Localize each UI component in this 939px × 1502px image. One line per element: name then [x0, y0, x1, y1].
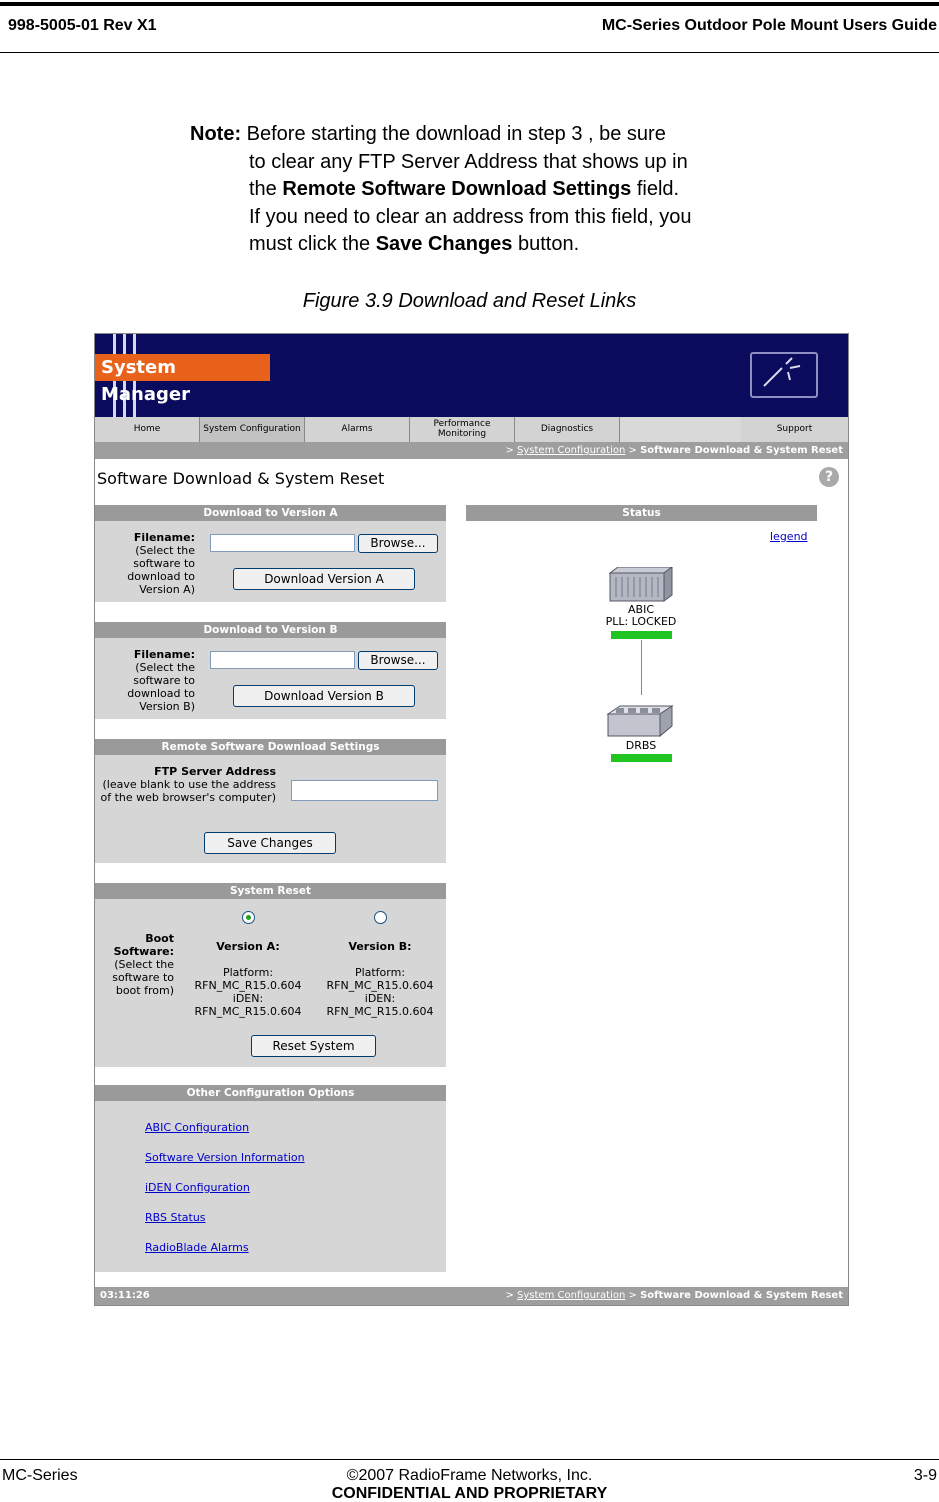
panel-header: System Reset	[95, 883, 446, 899]
breadcrumb-link-system-configuration[interactable]: System Configuration	[517, 445, 626, 456]
panel-header: Other Configuration Options	[95, 1085, 446, 1101]
panel-other-configuration-options	[95, 1085, 446, 1272]
abic-status-bar	[611, 631, 672, 639]
device-connector-line	[641, 640, 642, 695]
panel-header: Download to Version A	[95, 505, 446, 521]
footer-clock: 03:11:26	[100, 1290, 150, 1301]
link-iden-configuration[interactable]: iDEN Configuration	[145, 1181, 250, 1194]
doc-title: MC-Series Outdoor Pole Mount Users Guide	[601, 17, 937, 34]
help-icon[interactable]: ?	[819, 467, 839, 487]
link-abic-configuration[interactable]: ABIC Configuration	[145, 1121, 250, 1134]
page-number: 3-9	[913, 1467, 937, 1484]
link-software-version-information[interactable]: Software Version Information	[145, 1151, 305, 1164]
tab-performance-monitoring[interactable]: Performance Monitoring	[410, 417, 515, 442]
header-rule-bottom	[0, 52, 939, 53]
download-version-a-button[interactable]: Download Version A	[233, 568, 415, 590]
status-panel-header: Status	[466, 505, 817, 521]
app-logo: System Manager	[95, 354, 270, 381]
note-field-name: Remote Software Download Settings	[282, 178, 632, 200]
panel-download-b	[95, 622, 446, 719]
drbs-device-icon[interactable]	[606, 704, 674, 738]
doc-number: 998-5005-01 Rev X1	[8, 17, 157, 34]
tab-support[interactable]: Support	[741, 417, 848, 442]
drbs-status-bar	[611, 754, 672, 762]
ftp-server-address-input[interactable]	[291, 780, 438, 801]
figure-caption: Figure 3.9 Download and Reset Links	[302, 290, 637, 312]
filename-label-a: Filename: (Select the software to download to Version A)	[127, 531, 195, 596]
footer-copyright: ©2007 RadioFrame Networks, Inc. CONFIDENTIAL AND PROPRIETARY	[331, 1467, 608, 1502]
version-a-radio[interactable]	[242, 911, 255, 924]
radio-selected-dot	[246, 915, 251, 920]
system-manager-screenshot	[94, 333, 849, 1306]
tab-system-configuration[interactable]: System Configuration	[200, 417, 305, 442]
panel-header: Remote Software Download Settings	[95, 739, 446, 755]
browse-button-b[interactable]: Browse...	[358, 651, 438, 670]
footer-rule	[0, 1459, 939, 1460]
panel-system-reset	[95, 883, 446, 1067]
footer-breadcrumb: > System Configuration > Software Download & System Reset	[505, 1290, 843, 1301]
abic-label: ABIC PLL: LOCKED	[605, 603, 677, 628]
drbs-drawer-graphic	[606, 704, 674, 738]
note-line-5: must click the Save Changes button.	[249, 233, 580, 255]
filename-input-a[interactable]	[210, 534, 355, 552]
header-rule-top	[0, 2, 939, 6]
tab-home[interactable]: Home	[95, 417, 200, 442]
brand-icon	[750, 352, 818, 398]
note-line-2: to clear any FTP Server Address that shows up in	[249, 150, 688, 173]
breadcrumb: > System Configuration > Software Download & System Reset	[95, 442, 848, 459]
note-line-4: If you need to clear an address from this field, you	[249, 205, 692, 228]
panel-download-a	[95, 505, 446, 602]
drbs-label: DRBS	[625, 739, 657, 752]
version-b-details: Version B: Platform: RFN_MC_R15.0.604 iDEN: RFN_MC_R15.0.604	[326, 940, 434, 1018]
download-version-b-button[interactable]: Download Version B	[233, 685, 415, 707]
reset-system-button[interactable]: Reset System	[251, 1035, 376, 1057]
browse-button-a[interactable]: Browse...	[358, 534, 438, 553]
panel-remote-download-settings	[95, 739, 446, 863]
note-line-3: the Remote Software Download Settings field.	[249, 178, 680, 200]
note-paragraph	[190, 121, 770, 259]
version-b-radio[interactable]	[374, 911, 387, 924]
ftp-server-address-label: FTP Server Address (leave blank to use the address of the web browser's computer)	[100, 765, 276, 804]
tab-diagnostics[interactable]: Diagnostics	[515, 417, 620, 442]
note-button-name: Save Changes	[375, 233, 513, 255]
tab-alarms[interactable]: Alarms	[305, 417, 410, 442]
breadcrumb-current: Software Download & System Reset	[640, 445, 843, 456]
save-changes-button[interactable]: Save Changes	[204, 832, 336, 854]
version-a-details: Version A: Platform: RFN_MC_R15.0.604 iDEN: RFN_MC_R15.0.604	[194, 940, 302, 1018]
legend-link[interactable]: legend	[770, 530, 808, 543]
abic-device-icon[interactable]	[606, 567, 674, 603]
filename-input-b[interactable]	[210, 651, 355, 669]
document-header	[0, 0, 939, 54]
filename-label-b: Filename: (Select the software to download to Version B)	[127, 648, 195, 713]
footer-breadcrumb-link[interactable]: System Configuration	[517, 1290, 626, 1301]
app-banner	[95, 334, 848, 417]
link-rbs-status[interactable]: RBS Status	[145, 1211, 206, 1224]
main-nav-tabs	[95, 417, 848, 442]
page-title: Software Download & System Reset	[97, 469, 385, 488]
note-line-1: Before starting the download in step 3 , be sure	[241, 123, 666, 145]
panel-header: Download to Version B	[95, 622, 446, 638]
footer-product: MC-Series	[2, 1467, 78, 1484]
app-footer-bar	[95, 1287, 848, 1305]
brand-icon-graphic	[752, 354, 816, 396]
abic-chassis-graphic	[606, 567, 674, 603]
note-lead: Note:	[190, 123, 242, 145]
link-radioblade-alarms[interactable]: RadioBlade Alarms	[145, 1241, 249, 1254]
boot-software-label: Boot Software: (Select the software to boot from)	[112, 932, 174, 997]
